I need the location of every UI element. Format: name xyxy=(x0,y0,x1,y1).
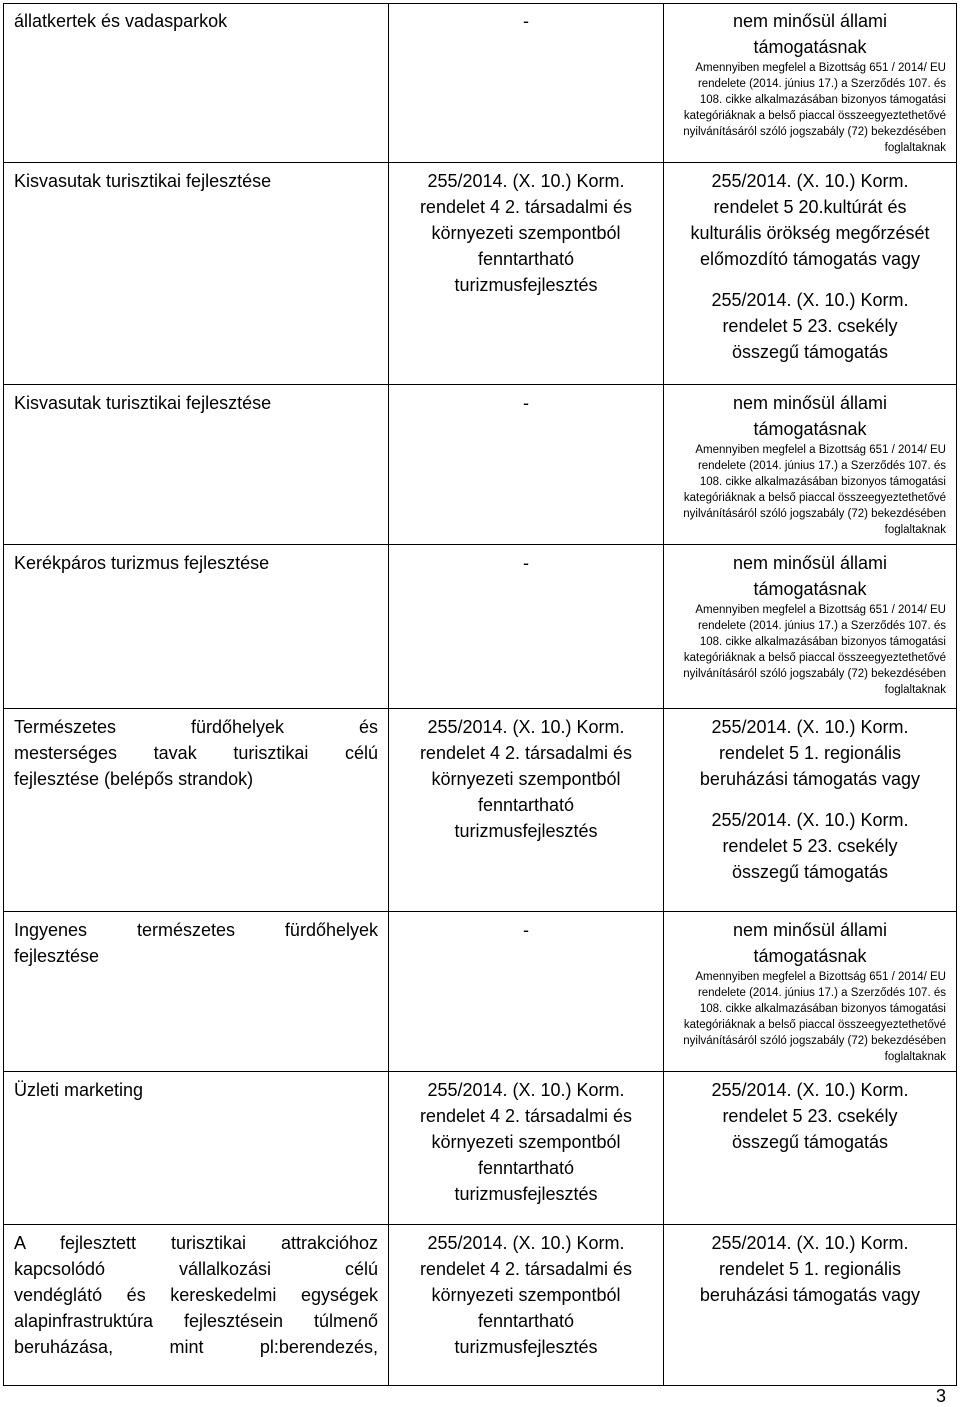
table-row xyxy=(4,709,957,912)
regulation-text: 255/2014. (X. 10.) Korm. rendelet 4 2. társadalmi és környezeti szempontból fenntartható turizmusfejlesztés xyxy=(419,717,633,841)
table-row xyxy=(4,545,957,709)
support-main: nem minősül állami támogatásnak xyxy=(732,920,888,966)
regulation-cell xyxy=(389,709,664,912)
activity-text: Kisvasutak turisztikai fejlesztése xyxy=(14,393,272,413)
support-cell xyxy=(664,4,957,163)
support-option-a: 255/2014. (X. 10.) Korm. rendelet 5 23. csekély összegű támogatás xyxy=(711,1080,909,1152)
activity-cell xyxy=(4,385,389,545)
support-note: Amennyiben megfelel a Bizottság 651 / 2014/ EU rendelete (2014. június 17.) a Szerződés 107. és 108. cikke alkalmazásában bizonyos támogatási kategóriáknak a belső piaccal összeegyeztethetővé nyilvánításáról szóló jogszabály (72) bekezdésében foglaltaknak xyxy=(683,62,946,154)
support-cell xyxy=(664,1225,957,1386)
regulation-text: 255/2014. (X. 10.) Korm. rendelet 4 2. társadalmi és környezeti szempontból fenntartható turizmusfejlesztés xyxy=(419,1233,633,1357)
support-option-b: 255/2014. (X. 10.) Korm. rendelet 5 23. csekély összegű támogatás xyxy=(711,290,909,362)
support-main: nem minősül állami támogatásnak xyxy=(732,553,888,599)
support-cell xyxy=(664,545,957,709)
activity-text: Üzleti marketing xyxy=(14,1080,144,1100)
support-cell xyxy=(664,709,957,912)
support-option-a: 255/2014. (X. 10.) Korm. rendelet 5 1. regionális beruházási támogatás vagy xyxy=(699,717,921,789)
dash-text: - xyxy=(523,553,529,573)
regulation-cell xyxy=(389,1225,664,1386)
table-row xyxy=(4,1072,957,1225)
regulation-cell xyxy=(389,1072,664,1225)
activity-text: Ingyenes természetes fürdőhelyek fejlesztése xyxy=(14,920,378,966)
activity-cell xyxy=(4,163,389,385)
table-row xyxy=(4,163,957,385)
support-main: nem minősül állami támogatásnak xyxy=(732,11,888,57)
support-cell xyxy=(664,163,957,385)
support-note: Amennyiben megfelel a Bizottság 651 / 2014/ EU rendelete (2014. június 17.) a Szerződés 107. és 108. cikke alkalmazásában bizonyos támogatási kategóriáknak a belső piaccal összeegyeztethetővé nyilvánításáról szóló jogszabály (72) bekezdésében foglaltaknak xyxy=(683,444,946,536)
page-number: 3 xyxy=(936,1386,947,1406)
dash-text: - xyxy=(523,920,529,940)
regulation-cell xyxy=(389,385,664,545)
table-row xyxy=(4,4,957,163)
regulation-cell xyxy=(389,4,664,163)
table-row xyxy=(4,1225,957,1386)
activity-cell xyxy=(4,912,389,1072)
activity-cell xyxy=(4,1072,389,1225)
regulation-cell xyxy=(389,912,664,1072)
activity-text: Kerékpáros turizmus fejlesztése xyxy=(14,553,270,573)
support-note: Amennyiben megfelel a Bizottság 651 / 2014/ EU rendelete (2014. június 17.) a Szerződés 107. és 108. cikke alkalmazásában bizonyos támogatási kategóriáknak a belső piaccal összeegyeztethetővé nyilvánításáról szóló jogszabály (72) bekezdésében foglaltaknak xyxy=(683,604,946,696)
activity-text: állatkertek és vadasparkok xyxy=(14,11,228,31)
activity-text: Kisvasutak turisztikai fejlesztése xyxy=(14,171,272,191)
support-cell xyxy=(664,912,957,1072)
regulation-cell xyxy=(389,545,664,709)
support-main: nem minősül állami támogatásnak xyxy=(732,393,888,439)
regulation-table xyxy=(3,3,957,1386)
dash-text: - xyxy=(523,11,529,31)
activity-cell xyxy=(4,545,389,709)
activity-text: A fejlesztett turisztikai attrakcióhoz kapcsolódó vállalkozási célú vendéglátó és kereskedelmi egységek alapinfrastruktúra fejlesztésein túlmenő beruházása, mint pl:berendezés, xyxy=(14,1233,378,1357)
activity-cell xyxy=(4,709,389,912)
support-option-b: 255/2014. (X. 10.) Korm. rendelet 5 23. csekély összegű támogatás xyxy=(711,810,909,882)
regulation-cell xyxy=(389,163,664,385)
support-option-a: 255/2014. (X. 10.) Korm. rendelet 5 1. regionális beruházási támogatás vagy xyxy=(699,1233,921,1305)
support-note: Amennyiben megfelel a Bizottság 651 / 2014/ EU rendelete (2014. június 17.) a Szerződés 107. és 108. cikke alkalmazásában bizonyos támogatási kategóriáknak a belső piaccal összeegyeztethetővé nyilvánításáról szóló jogszabály (72) bekezdésében foglaltaknak xyxy=(683,971,946,1063)
activity-cell xyxy=(4,4,389,163)
activity-text: Természetes fürdőhelyek és mesterséges tavak turisztikai célú fejlesztése (belépős strandok) xyxy=(14,717,378,789)
dash-text: - xyxy=(523,393,529,413)
activity-cell xyxy=(4,1225,389,1386)
table-row xyxy=(4,385,957,545)
support-cell xyxy=(664,1072,957,1225)
table-row xyxy=(4,912,957,1072)
support-cell xyxy=(664,385,957,545)
regulation-text: 255/2014. (X. 10.) Korm. rendelet 4 2. társadalmi és környezeti szempontból fenntartható turizmusfejlesztés xyxy=(419,171,633,295)
support-option-a: 255/2014. (X. 10.) Korm. rendelet 5 20.kultúrát és kulturális örökség megőrzését előmozdító támogatás vagy xyxy=(690,171,930,269)
regulation-text: 255/2014. (X. 10.) Korm. rendelet 4 2. társadalmi és környezeti szempontból fenntartható turizmusfejlesztés xyxy=(419,1080,633,1204)
